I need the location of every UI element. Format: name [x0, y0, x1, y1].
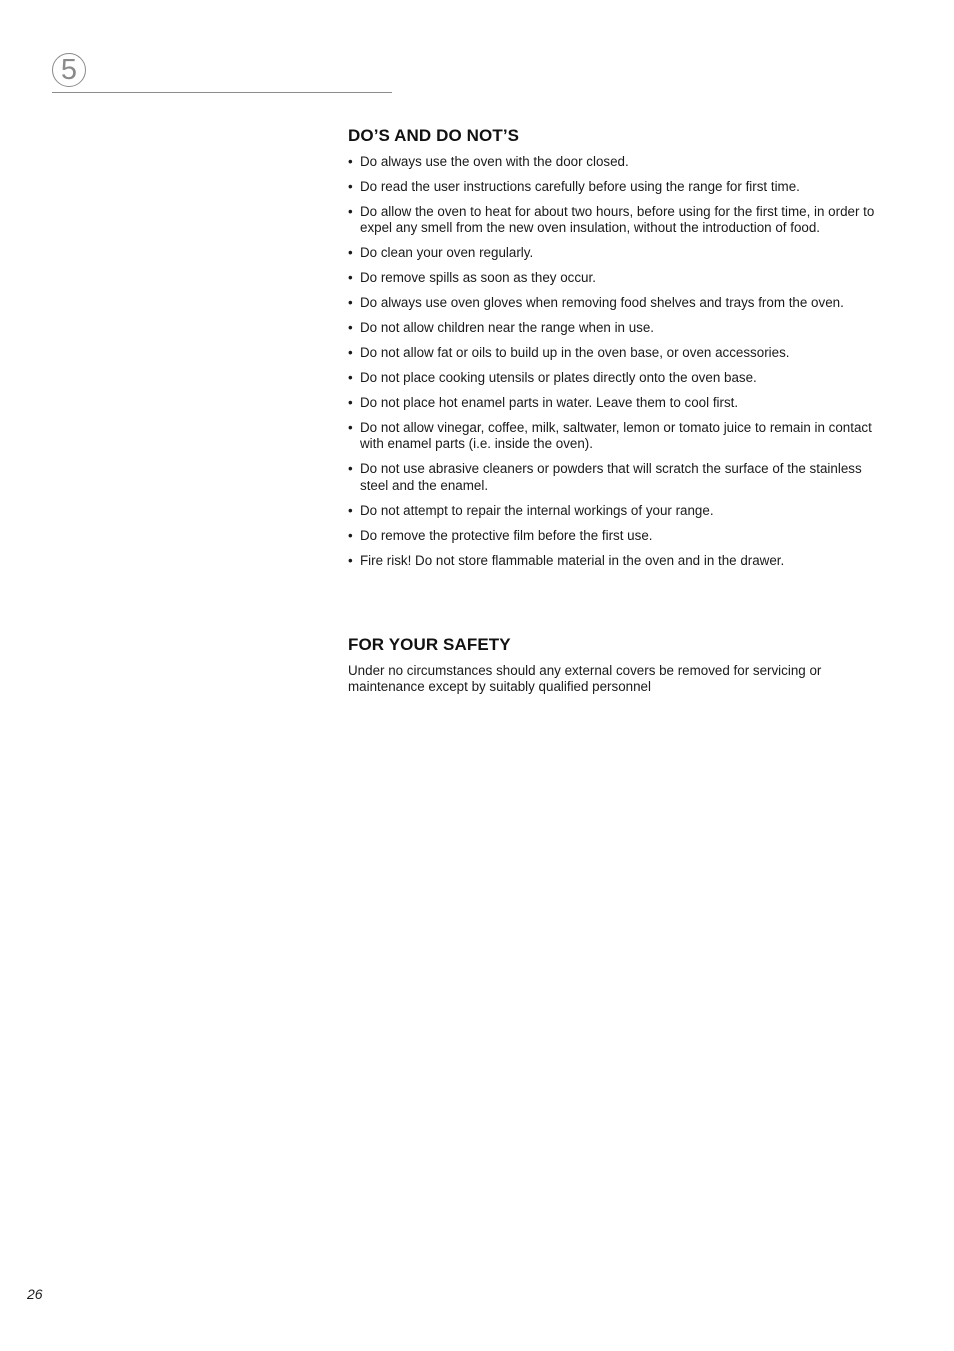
bullet: • [348, 370, 353, 386]
bullet: • [348, 270, 353, 286]
bullet: • [348, 245, 353, 261]
bullet: • [348, 178, 353, 194]
list-item-text: Do not attempt to repair the internal workings of your range. [360, 502, 714, 518]
bullet: • [348, 552, 353, 568]
safety-text: Under no circumstances should any external covers be removed for servicing or maintenance except by suitably qualified personnel [348, 662, 822, 695]
list-item-text: Fire risk! Do not store flammable material in the oven and in the drawer. [360, 552, 785, 568]
dos-and-donts-section [348, 126, 888, 569]
list-item [348, 345, 888, 361]
bullet: • [348, 395, 353, 411]
list-item-text: Do remove the protective film before the first use. [360, 527, 653, 543]
dos-and-donts-list [348, 154, 888, 569]
list-item [348, 461, 888, 494]
list-item-text: Do not allow fat or oils to build up in the oven base, or oven accessories. [360, 345, 790, 361]
list-item-text: Do clean your oven regularly. [360, 245, 534, 261]
dos-and-donts-heading: DO’S AND DO NOT’S [348, 126, 520, 145]
list-item-text: Do not place cooking utensils or plates directly onto the oven base. [360, 370, 757, 386]
list-item [348, 245, 888, 261]
list-item [348, 154, 888, 170]
list-item [348, 420, 888, 453]
bullet: • [348, 203, 353, 219]
list-item-text: Do remove spills as soon as they occur. [360, 270, 596, 286]
chapter-number-badge [52, 53, 86, 87]
list-item-text: Do always use oven gloves when removing food shelves and trays from the oven. [360, 295, 844, 311]
list-item [348, 503, 888, 519]
header-divider [52, 92, 392, 93]
list-item-text: Do not allow vinegar, coffee, milk, saltwater, lemon or tomato juice to remain in contact with enamel parts (i.e. inside the oven). [360, 420, 872, 452]
list-item-text: Do always use the oven with the door closed. [360, 154, 629, 169]
bullet: • [348, 502, 353, 518]
list-item [348, 553, 888, 569]
main-content [348, 126, 888, 696]
list-item-text: Do read the user instructions carefully before using the range for first time. [360, 178, 800, 194]
list-item [348, 528, 888, 544]
bullet: • [348, 295, 353, 311]
bullet: • [348, 320, 353, 336]
bullet: • [348, 420, 353, 436]
list-item [348, 370, 888, 386]
list-item [348, 179, 888, 195]
list-item [348, 295, 888, 311]
page-number: 26 [27, 1286, 43, 1302]
bullet: • [348, 154, 353, 169]
list-item [348, 270, 888, 286]
list-item [348, 320, 888, 336]
bullet: • [348, 461, 353, 477]
list-item-text: Do allow the oven to heat for about two hours, before using for the first time, in order to expel any smell from the new oven insulation, without the introduction of food. [360, 203, 875, 236]
list-item-text: Do not use abrasive cleaners or powders that will scratch the surface of the stainless steel and the enamel. [360, 461, 862, 493]
safety-heading: FOR YOUR SAFETY [348, 634, 511, 654]
safety-section [348, 635, 888, 696]
list-item-text: Do not allow children near the range when in use. [360, 320, 655, 336]
list-item-text: Do not place hot enamel parts in water. Leave them to cool first. [360, 395, 739, 411]
bullet: • [348, 527, 353, 543]
list-item [348, 395, 888, 411]
chapter-number: 5 [60, 54, 78, 86]
list-item [348, 204, 888, 237]
bullet: • [348, 345, 353, 361]
